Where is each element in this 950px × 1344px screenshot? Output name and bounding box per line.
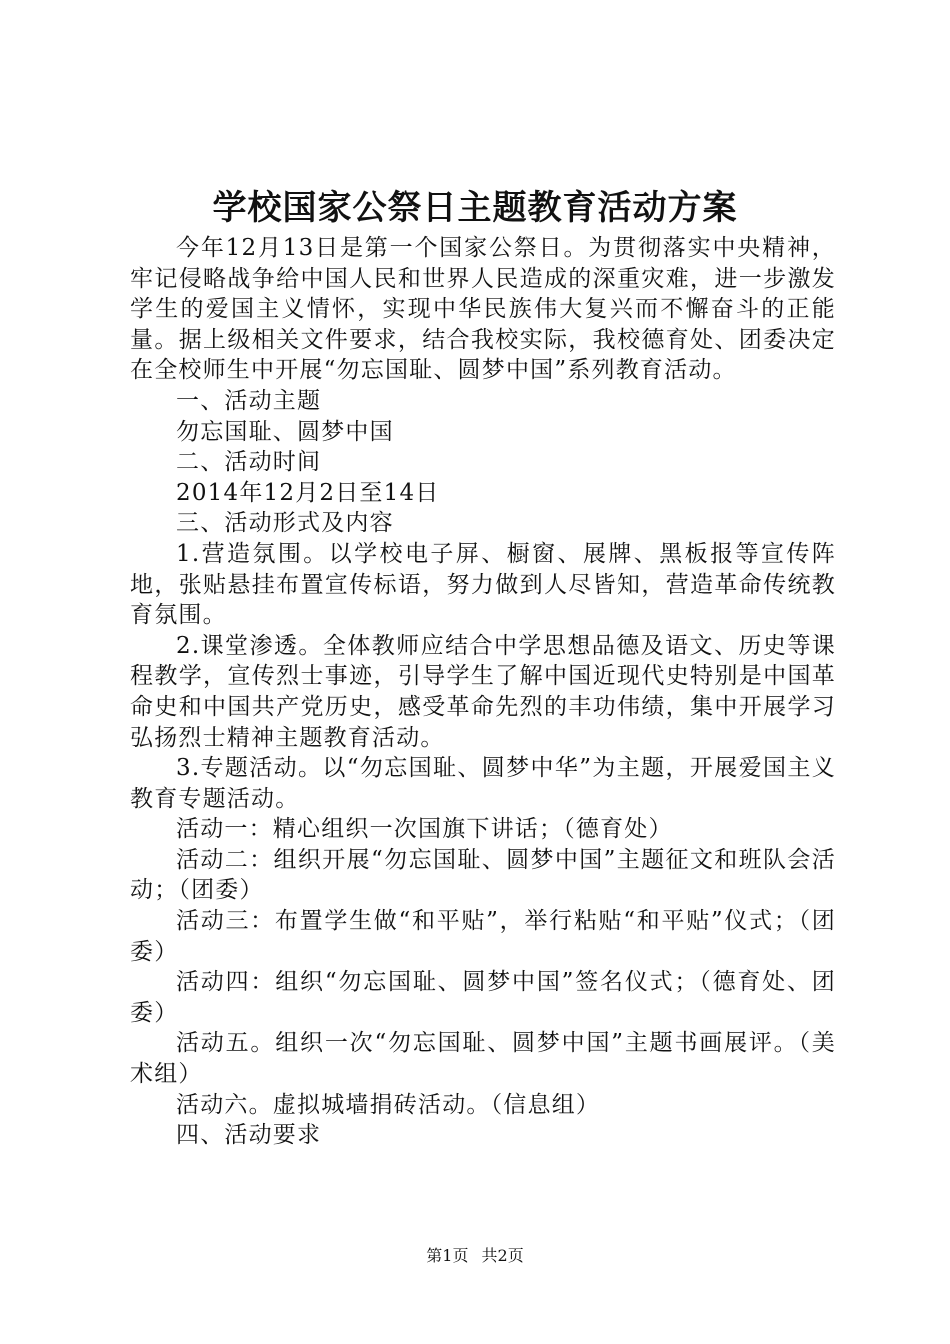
activity-item: 活动五。组织一次“勿忘国耻、圆梦中国”主题书画展评。（美术组）	[130, 1030, 836, 1088]
paragraph: 1.营造氛围。以学校电子屏、橱窗、展牌、黑板报等宣传阵地，张贴悬挂布置宣传标语，努力做到人尽皆知，营造革命传统教育氛围。	[130, 540, 836, 629]
document-body	[130, 233, 836, 1151]
page-total: 共2页	[481, 1246, 524, 1265]
section-heading: 四、活动要求	[176, 1122, 322, 1149]
activity-item: 活动二：组织开展“勿忘国耻、圆梦中国”主题征文和班队会活动；（团委）	[130, 846, 836, 904]
section-heading: 二、活动时间	[176, 449, 322, 476]
page-footer	[0, 1243, 950, 1266]
activity-item: 活动六。虚拟城墙捐砖活动。（信息组）	[176, 1091, 601, 1118]
document-title: 学校国家公祭日主题教育活动方案	[212, 188, 738, 228]
section-heading: 一、活动主题	[176, 387, 322, 414]
activity-item: 活动四：组织“勿忘国耻、圆梦中国”签名仪式；（德育处、团委）	[130, 969, 836, 1026]
paragraph: 2.课堂渗透。全体教师应结合中学思想品德及语文、历史等课程教学，宣传烈士事迹，引导学生了解中国近现代史特别是中国革命史和中国共产党历史，感受革命先烈的丰功伟绩，集中开展学习弘扬烈士精神主题教育活动。	[130, 632, 836, 751]
activity-item: 活动一：精心组织一次国旗下讲话；（德育处）	[176, 816, 673, 843]
paragraph: 勿忘国耻、圆梦中国	[176, 418, 394, 445]
section-heading: 三、活动形式及内容	[176, 510, 394, 537]
page-number: 第1页	[426, 1246, 469, 1265]
paragraph: 2014年12月2日至14日	[176, 479, 440, 506]
intro-paragraph: 今年12月13日是第一个国家公祭日。为贯彻落实中央精神，牢记侵略战争给中国人民和世界人民造成的深重灾难，进一步激发学生的爱国主义情怀，实现中华民族伟大复兴而不懈奋斗的正能量。据上级相关文件要求，结合我校实际，我校德育处、团委决定在全校师生中开展“勿忘国耻、圆梦中国”系列教育活动。	[130, 235, 836, 384]
activity-item: 活动三：布置学生做“和平贴”，举行粘贴“和平贴”仪式；（团委）	[130, 908, 836, 965]
paragraph: 3.专题活动。以“勿忘国耻、圆梦中华”为主题，开展爱国主义教育专题活动。	[130, 755, 836, 812]
